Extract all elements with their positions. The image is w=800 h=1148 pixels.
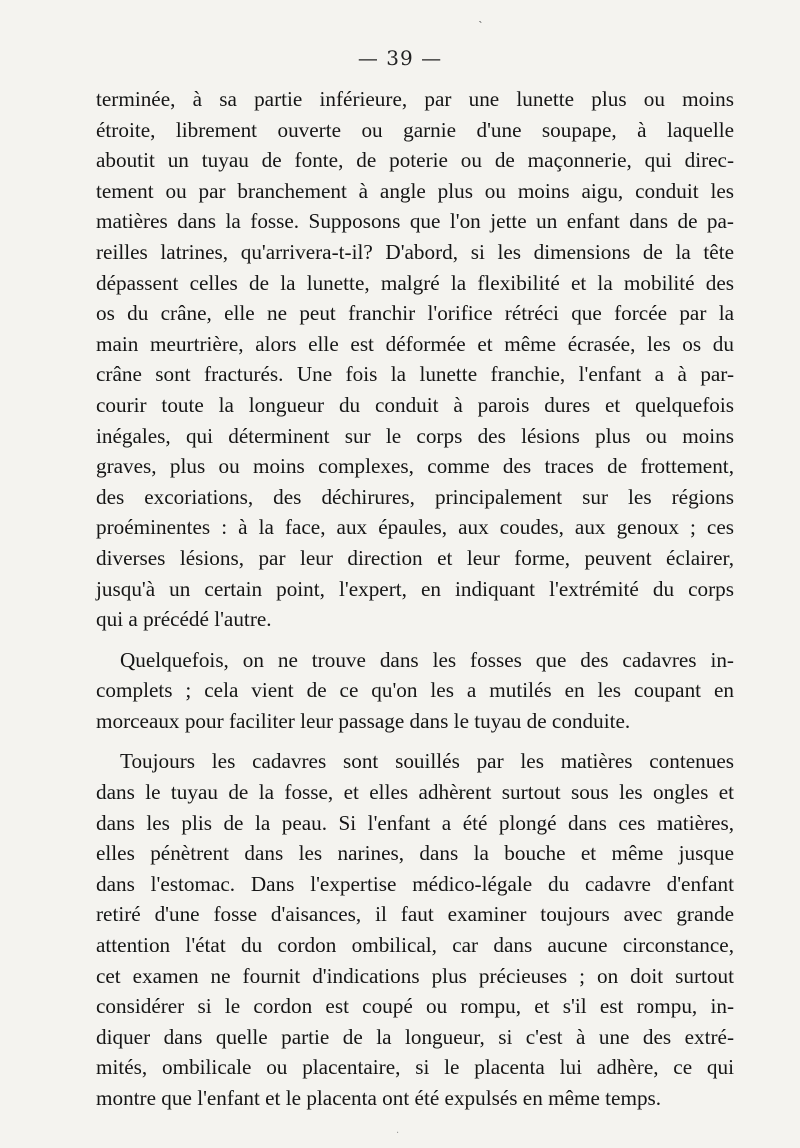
text-line: complets ; cela vient de ce qu'on les a mutilés en les coupant en: [96, 678, 734, 703]
text-line: inégales, qui déterminent sur le corps des lésions plus ou moins: [96, 423, 734, 448]
text-line: dans le tuyau de la fosse, et elles adhèrent surtout sous les ongles et: [96, 780, 734, 805]
paragraph-2: [96, 645, 734, 737]
text-line: dans les plis de la peau. Si l'enfant a été plongé dans ces matières,: [96, 810, 734, 835]
text-line: dans l'estomac. Dans l'expertise médico-légale du cadavre d'enfant: [96, 871, 734, 896]
text-line: diquer dans quelle partie de la longueur, si c'est à une des extré-: [96, 1024, 734, 1049]
text-line: des excoriations, des déchirures, principalement sur les régions: [96, 484, 734, 509]
text-line: retiré d'une fosse d'aisances, il faut examiner toujours avec grande: [96, 902, 734, 927]
ink-speck-mark: ˴: [478, 13, 483, 29]
text-line: main meurtrière, alors elle est déformée et même écrasée, les os du: [96, 331, 734, 356]
text-line: montre que l'enfant et le placenta ont été expulsés en même temps.: [96, 1086, 662, 1110]
text-line: elles pénètrent dans les narines, dans la bouche et même jusque: [96, 841, 734, 866]
ink-speck-mark: ·: [396, 1128, 400, 1139]
text-line: courir toute la longueur du conduit à parois dures et quelquefois: [96, 392, 734, 417]
text-line: morceaux pour faciliter leur passage dans le tuyau de conduite.: [96, 708, 631, 733]
text-line: Quelquefois, on ne trouve dans les fosses que des cadavres in-: [120, 647, 734, 672]
text-line: dépassent celles de la lunette, malgré la flexibilité et la mobilité des: [96, 270, 734, 295]
body-text: [96, 84, 734, 1124]
text-line: proéminentes : à la face, aux épaules, aux coudes, aux genoux ; ces: [96, 515, 734, 540]
paragraph-1: [96, 84, 734, 635]
text-line: jusqu'à un certain point, l'expert, en indiquant l'extrémité du corps: [96, 576, 734, 601]
text-line: terminée, à sa partie inférieure, par une lunette plus ou moins: [96, 87, 734, 111]
text-line: matières dans la fosse. Supposons que l'on jette un enfant dans de pa-: [96, 209, 734, 234]
text-line: attention l'état du cordon ombilical, car dans aucune circonstance,: [96, 933, 734, 958]
text-line: os du crâne, elle ne peut franchir l'orifice rétréci que forcée par la: [96, 301, 734, 326]
text-line: tement ou par branchement à angle plus ou moins aigu, conduit les: [96, 178, 734, 203]
text-line: qui a précédé l'autre.: [96, 607, 272, 632]
page-number: — 39 —: [357, 46, 443, 70]
text-line: étroite, librement ouverte ou garnie d'une soupape, à laquelle: [96, 117, 734, 142]
text-line: reilles latrines, qu'arrivera-t-il? D'abord, si les dimensions de la tête: [96, 239, 734, 264]
text-line: graves, plus ou moins complexes, comme des traces de frottement,: [96, 454, 734, 479]
text-line: cet examen ne fournit d'indications plus précieuses ; on doit surtout: [96, 963, 734, 988]
text-line: diverses lésions, par leur direction et leur forme, peuvent éclairer,: [96, 545, 734, 570]
text-line: aboutit un tuyau de fonte, de poterie ou de maçonnerie, qui direc-: [96, 148, 734, 173]
paragraph-3: [96, 746, 734, 1113]
text-line: Toujours les cadavres sont souillés par les matières contenues: [120, 749, 734, 774]
text-line: considérer si le cordon est coupé ou rompu, et s'il est rompu, in-: [96, 994, 734, 1019]
text-line: mités, ombilicale ou placentaire, si le placenta lui adhère, ce qui: [96, 1055, 734, 1080]
text-line: crâne sont fracturés. Une fois la lunette franchie, l'enfant a à par-: [96, 362, 734, 387]
